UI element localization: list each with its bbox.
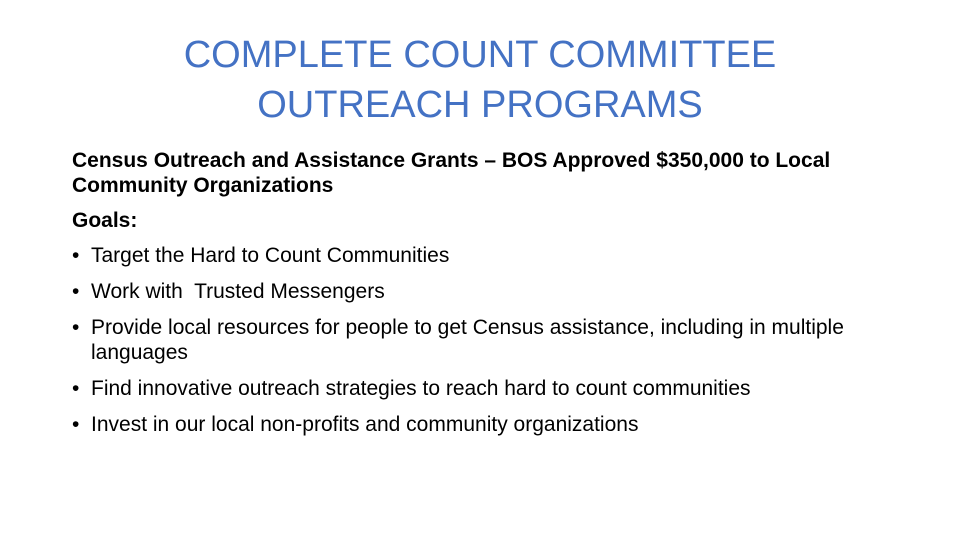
goal-text: Provide local resources for people to get Census assistance, including in multiple languages bbox=[91, 316, 844, 364]
goal-item bbox=[72, 315, 902, 365]
goals-list bbox=[72, 243, 902, 437]
title-line-2: OUTREACH PROGRAMS bbox=[257, 84, 703, 126]
goal-item bbox=[72, 376, 902, 401]
goal-text: Invest in our local non-profits and community organizations bbox=[91, 413, 639, 436]
bullet-icon: • bbox=[72, 244, 80, 267]
goal-text: Find innovative outreach strategies to reach hard to count communities bbox=[91, 377, 751, 400]
intro-text: Census Outreach and Assistance Grants – BOS Approved $350,000 to Local Community Organizations bbox=[72, 149, 831, 197]
bullet-icon: • bbox=[72, 316, 80, 339]
goals-label: Goals: bbox=[72, 209, 138, 232]
bullet-icon: • bbox=[72, 280, 80, 303]
goal-item bbox=[72, 243, 902, 268]
bullet-icon: • bbox=[72, 413, 80, 436]
goal-item bbox=[72, 412, 902, 437]
goal-item bbox=[72, 279, 902, 304]
title-line-1: COMPLETE COUNT COMMITTEE bbox=[183, 34, 777, 76]
goal-text: Target the Hard to Count Communities bbox=[91, 244, 450, 267]
bullet-icon: • bbox=[72, 377, 80, 400]
slide-title bbox=[60, 30, 900, 130]
slide-body bbox=[72, 148, 902, 448]
goal-text: Work with Trusted Messengers bbox=[91, 280, 385, 303]
